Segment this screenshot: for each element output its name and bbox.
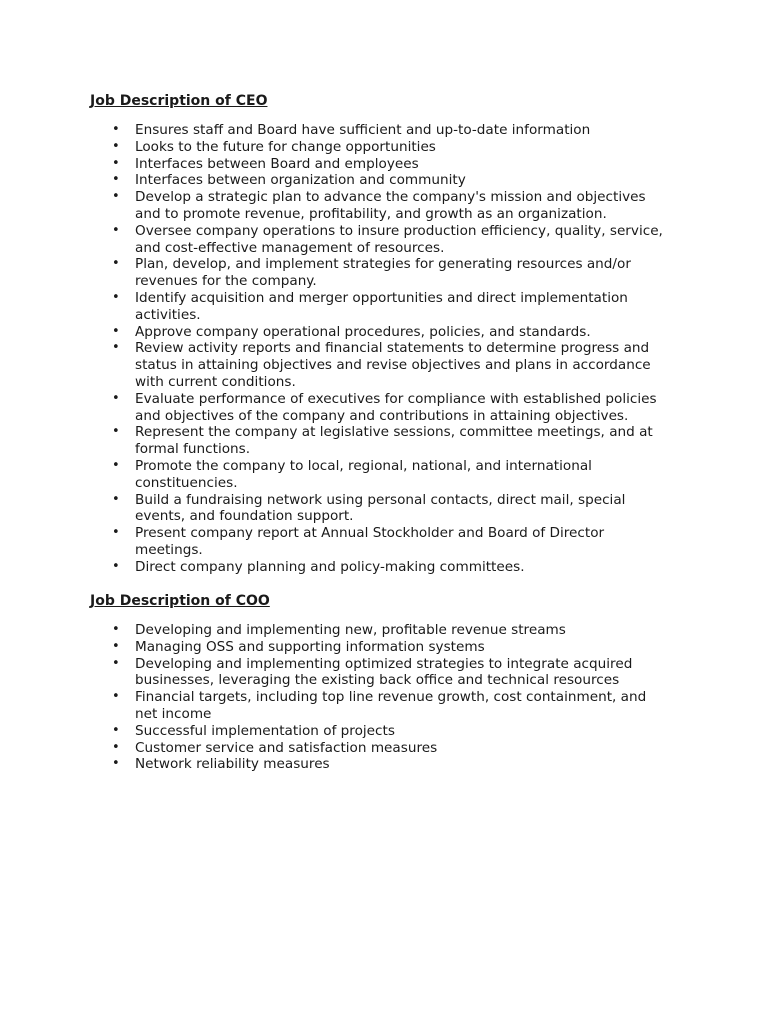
list-item-text: Approve company operational procedures, policies, and standards. — [135, 323, 591, 340]
list-item — [90, 458, 690, 492]
bullet-icon: • — [112, 222, 120, 238]
list-item-text: Developing and implementing optimized strategies to integrate acquired — [135, 655, 633, 672]
list-item-text: Represent the company at legislative sessions, committee meetings, and at — [135, 424, 653, 441]
list-item-text: Customer service and satisfaction measures — [135, 739, 438, 756]
list-item — [90, 324, 690, 341]
bullet-icon: • — [112, 739, 120, 755]
bullet-icon: • — [112, 638, 120, 654]
coo-section — [90, 592, 690, 773]
ceo-heading: Job Description of CEO — [90, 93, 268, 109]
bullet-icon: • — [112, 189, 120, 205]
bullet-icon: • — [112, 172, 120, 188]
coo-heading: Job Description of COO — [90, 593, 270, 609]
bullet-icon: • — [112, 491, 120, 507]
list-item-text: Looks to the future for change opportunities — [135, 138, 436, 155]
list-item — [90, 256, 690, 290]
coo-bullet-list — [90, 622, 690, 773]
list-item-text: Network reliability measures — [135, 756, 330, 773]
list-item-text: status in attaining objectives and revise objectives and plans in accordance — [135, 357, 651, 374]
list-item-text: activities. — [135, 306, 201, 323]
list-item — [90, 189, 690, 223]
list-item-text: events, and foundation support. — [135, 508, 354, 525]
list-item — [90, 492, 690, 526]
list-item-text: Financial targets, including top line revenue growth, cost containment, and — [135, 689, 647, 706]
bullet-icon: • — [112, 558, 120, 574]
list-item — [90, 424, 690, 458]
list-item-text: Managing OSS and supporting information systems — [135, 638, 485, 655]
bullet-icon: • — [112, 138, 120, 154]
bullet-icon: • — [112, 155, 120, 171]
bullet-icon: • — [112, 323, 120, 339]
list-item-text: Oversee company operations to insure production efficiency, quality, service, — [135, 222, 663, 239]
list-item — [90, 740, 690, 757]
list-item — [90, 622, 690, 639]
bullet-icon: • — [112, 622, 120, 637]
bullet-icon: • — [112, 424, 120, 440]
list-item — [90, 756, 690, 773]
list-item-text: Evaluate performance of executives for compliance with established policies — [135, 390, 657, 407]
list-item-text: and to promote revenue, profitability, and growth as an organization. — [135, 205, 607, 222]
ceo-section — [90, 92, 690, 576]
ceo-bullet-list — [90, 122, 690, 576]
list-item — [90, 559, 690, 576]
list-item-text: formal functions. — [135, 441, 251, 458]
bullet-icon: • — [112, 122, 120, 137]
bullet-icon: • — [112, 756, 120, 772]
list-item-text: Develop a strategic plan to advance the company's mission and objectives — [135, 189, 646, 206]
bullet-icon: • — [112, 390, 120, 406]
list-item — [90, 340, 690, 390]
bullet-icon: • — [112, 689, 120, 705]
list-item — [90, 525, 690, 559]
list-item — [90, 723, 690, 740]
bullet-icon: • — [112, 525, 120, 541]
list-item-text: Ensures staff and Board have sufficient and up-to-date information — [135, 122, 591, 138]
list-item-text: businesses, leveraging the existing back office and technical resources — [135, 672, 620, 689]
list-item-text: and cost-effective management of resources. — [135, 239, 445, 256]
list-item-text: Review activity reports and financial statements to determine progress and — [135, 340, 650, 357]
list-item-text: Developing and implementing new, profitable revenue streams — [135, 622, 566, 638]
list-item — [90, 172, 690, 189]
list-item — [90, 639, 690, 656]
list-item-text: and objectives of the company and contributions in attaining objectives. — [135, 407, 629, 424]
list-item-text: Interfaces between Board and employees — [135, 155, 419, 172]
list-item — [90, 290, 690, 324]
list-item-text: Present company report at Annual Stockholder and Board of Director — [135, 525, 605, 542]
list-item-text: Promote the company to local, regional, national, and international — [135, 457, 592, 474]
bullet-icon: • — [112, 289, 120, 305]
list-item-text: Identify acquisition and merger opportunities and direct implementation — [135, 289, 628, 306]
list-item-text: with current conditions. — [135, 373, 296, 390]
bullet-icon: • — [112, 457, 120, 473]
list-item-text: Plan, develop, and implement strategies for generating resources and/or — [135, 256, 631, 273]
bullet-icon: • — [112, 722, 120, 738]
list-item — [90, 139, 690, 156]
list-item-text: net income — [135, 705, 212, 722]
bullet-icon: • — [112, 655, 120, 671]
list-item-text: meetings. — [135, 541, 203, 558]
list-item-text: revenues for the company. — [135, 273, 317, 290]
bullet-icon: • — [112, 256, 120, 272]
list-item — [90, 156, 690, 173]
list-item — [90, 223, 690, 257]
list-item-text: constituencies. — [135, 474, 238, 491]
list-item — [90, 656, 690, 690]
list-item-text: Build a fundraising network using personal contacts, direct mail, special — [135, 491, 626, 508]
bullet-icon: • — [112, 340, 120, 356]
list-item — [90, 391, 690, 425]
list-item-text: Successful implementation of projects — [135, 722, 395, 739]
list-item-text: Direct company planning and policy-making committees. — [135, 558, 525, 575]
list-item — [90, 122, 690, 139]
list-item — [90, 689, 690, 723]
list-item-text: Interfaces between organization and community — [135, 172, 466, 189]
